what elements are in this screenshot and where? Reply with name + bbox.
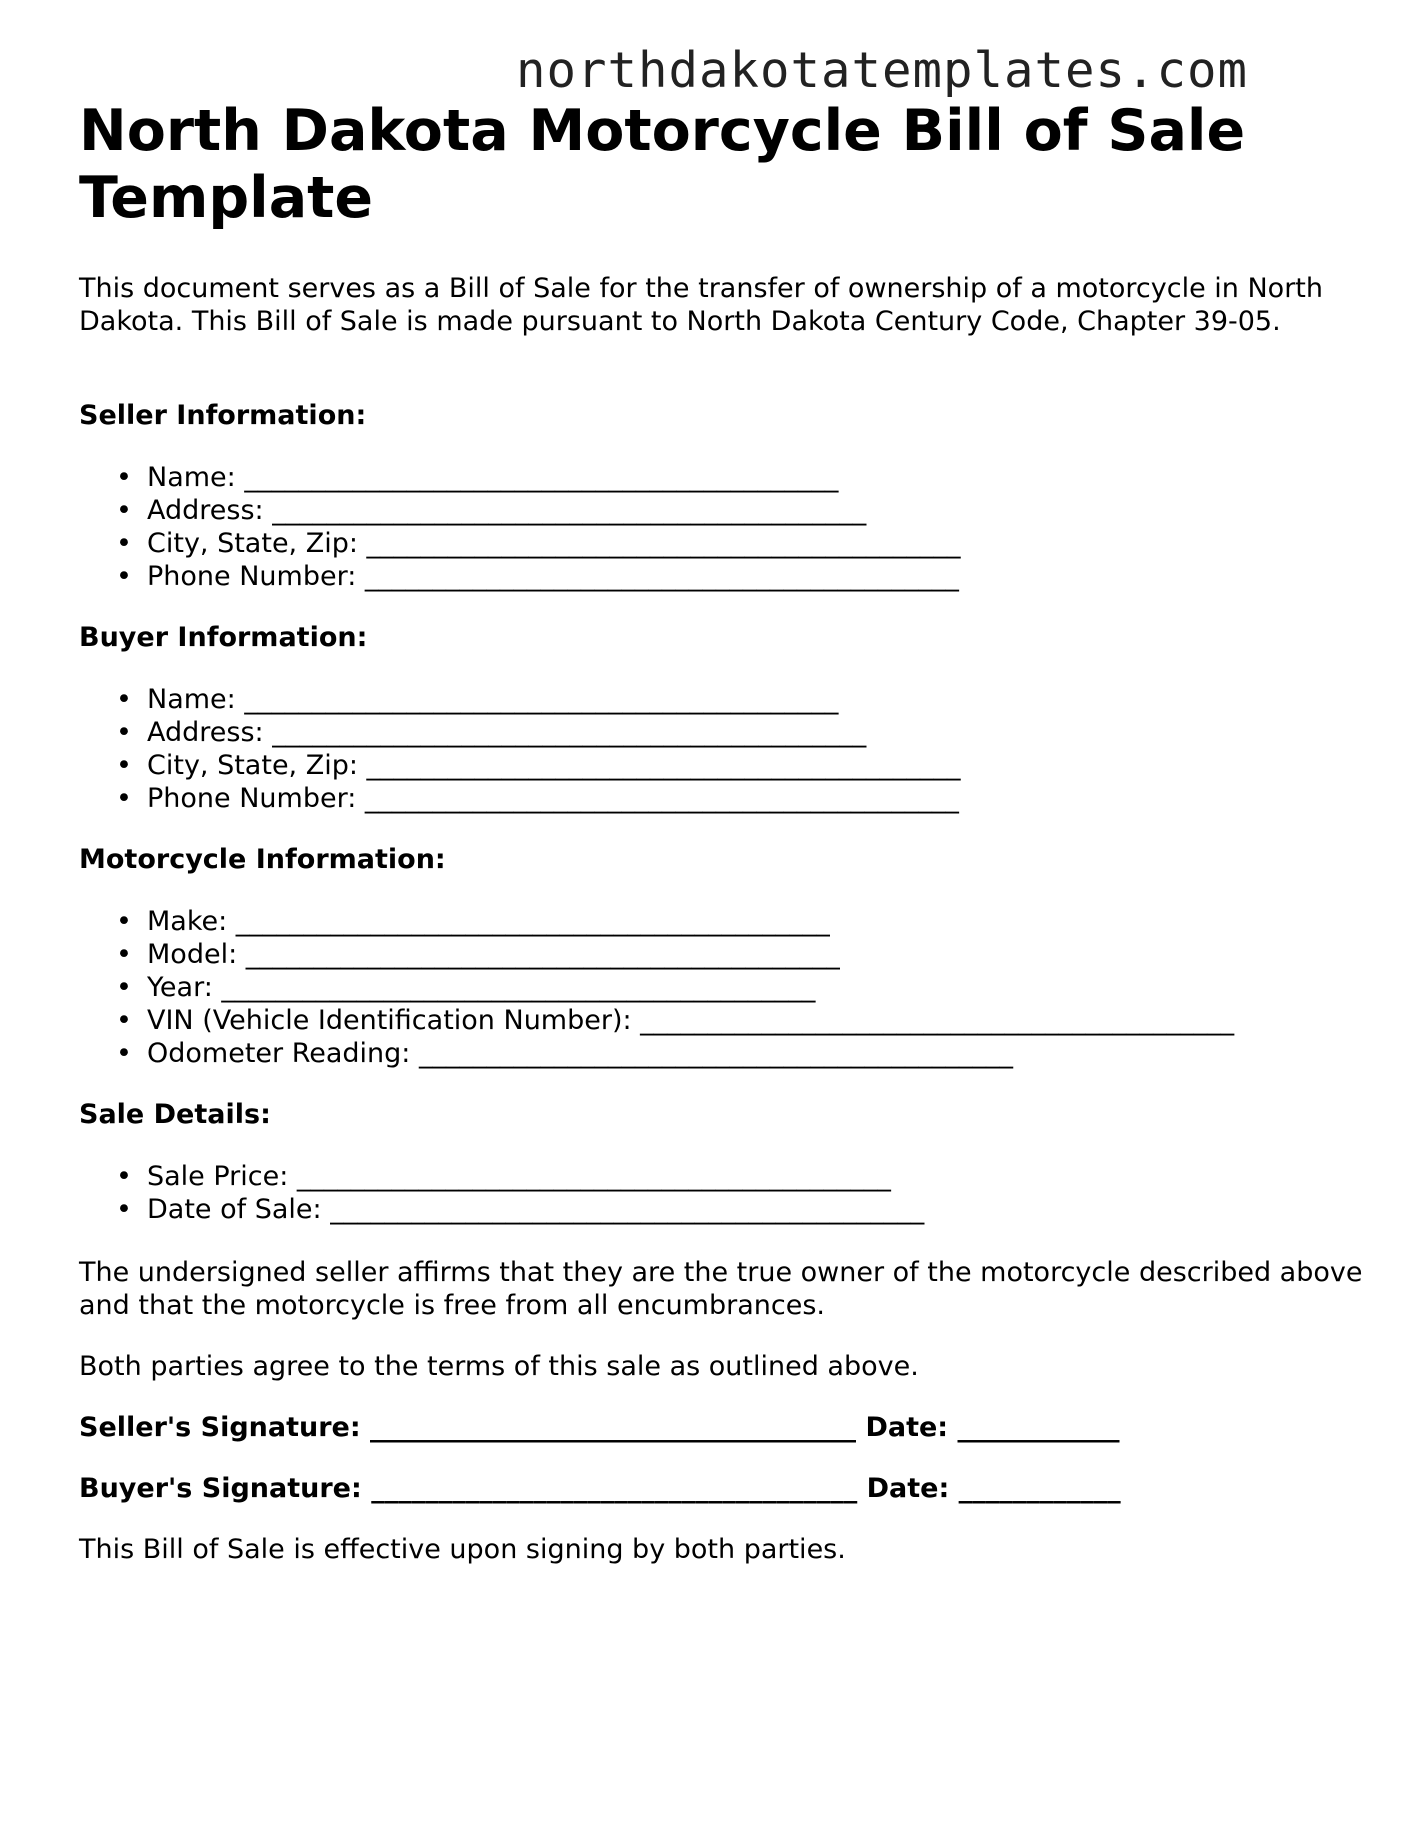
bullet: • [116, 939, 132, 970]
bullet: • [116, 906, 132, 937]
effective-paragraph: This Bill of Sale is effective upon signing by both parties. [79, 1534, 846, 1565]
bullet: • [116, 750, 132, 781]
bullet: • [116, 462, 132, 493]
seller-heading: Seller Information: [79, 400, 367, 431]
sale-date-field: • Date of Sale: ____________________________________________ [116, 1194, 925, 1225]
buyer-city-state-zip-field: • City, State, Zip: ____________________________________________ [116, 750, 961, 781]
seller-fields [79, 461, 961, 593]
buyer-signature-line: Buyer's Signature: ____________________________________ Date: ____________ [79, 1473, 1121, 1504]
seller-signature-line: Seller's Signature: ____________________________________ Date: ____________ [79, 1412, 1120, 1443]
bullet: • [116, 495, 132, 526]
sale-heading: Sale Details: [79, 1099, 271, 1130]
seller-name-field: • Name: ____________________________________________ [116, 462, 839, 493]
motorcycle-vin-field: • VIN (Vehicle Identification Number): ____________________________________________ [116, 1005, 1235, 1036]
affirmation-paragraph: The undersigned seller affirms that they are the true owner of the motorcycle described above and that the motorcycle is free from all encumbrances. [79, 1257, 1363, 1321]
bullet: • [116, 1005, 132, 1036]
bullet: • [116, 1038, 132, 1069]
motorcycle-make-field: • Make: ____________________________________________ [116, 906, 830, 937]
bullet: • [116, 972, 132, 1003]
seller-address-field: • Address: ____________________________________________ [116, 495, 867, 526]
bullet: • [116, 783, 132, 814]
intro-paragraph: This document serves as a Bill of Sale for the transfer of ownership of a motorcycle in North Dakota. This Bill of Sale is made pursuant to North Dakota Century Code, Chapter 39-05. [79, 273, 1323, 337]
motorcycle-heading: Motorcycle Information: [79, 844, 446, 875]
site-watermark: northdakotatemplates.com [516, 42, 1249, 99]
bullet: • [116, 528, 132, 559]
bullet: • [116, 1194, 132, 1225]
sale-fields [79, 1160, 924, 1226]
seller-phone-field: • Phone Number: ____________________________________________ [116, 561, 959, 592]
seller-city-state-zip-field: • City, State, Zip: ____________________________________________ [116, 528, 961, 559]
buyer-phone-field: • Phone Number: ____________________________________________ [116, 783, 959, 814]
bullet: • [116, 561, 132, 592]
bullet: • [116, 717, 132, 748]
document-title: North Dakota Motorcycle Bill of Sale Template [79, 98, 1246, 231]
buyer-name-field: • Name: ____________________________________________ [116, 684, 839, 715]
motorcycle-odometer-field: • Odometer Reading: ____________________________________________ [116, 1038, 1013, 1069]
motorcycle-fields [79, 905, 1234, 1070]
buyer-address-field: • Address: ____________________________________________ [116, 717, 867, 748]
bullet: • [116, 1161, 132, 1192]
buyer-fields [79, 683, 961, 815]
motorcycle-year-field: • Year: ____________________________________________ [116, 972, 816, 1003]
bullet: • [116, 684, 132, 715]
agreement-paragraph: Both parties agree to the terms of this sale as outlined above. [79, 1351, 919, 1382]
sale-price-field: • Sale Price: ____________________________________________ [116, 1161, 891, 1192]
motorcycle-model-field: • Model: ____________________________________________ [116, 939, 840, 970]
buyer-heading: Buyer Information: [79, 622, 368, 653]
